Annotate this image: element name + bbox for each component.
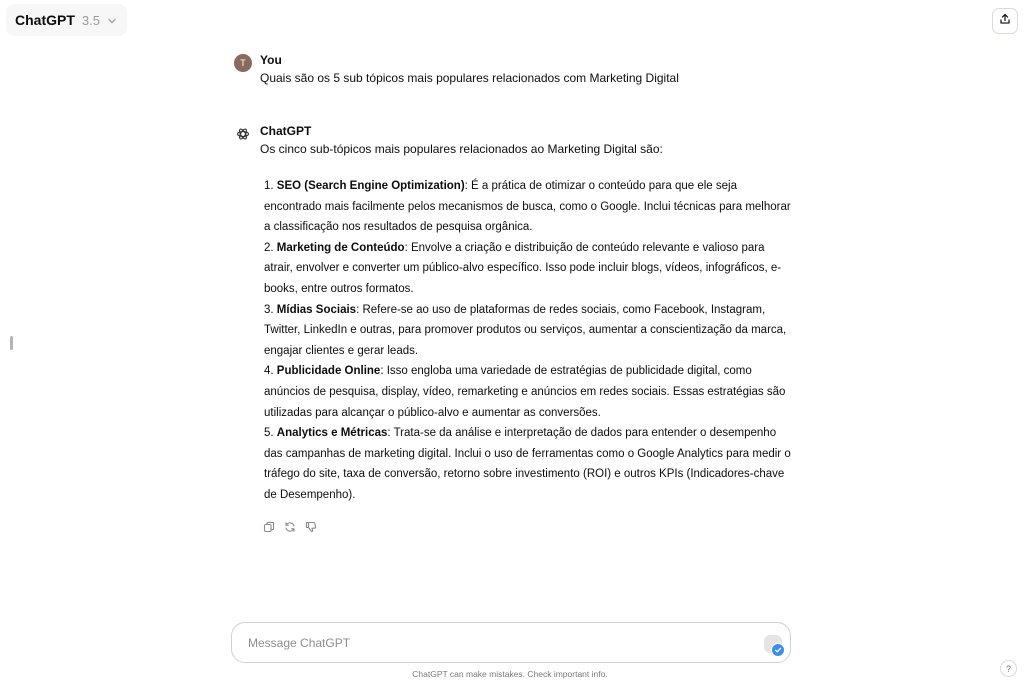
- regenerate-icon: [284, 520, 296, 538]
- copy-button[interactable]: [261, 521, 276, 536]
- copy-icon: [263, 520, 275, 538]
- chevron-down-icon: [107, 16, 117, 26]
- list-item: 2. Marketing de Conteúdo: Envolve a criação e distribuição de conteúdo relevante e valioso para atrair, envolver e converter um público-alvo específico. Isso pode incluir blogs, vídeos, infográficos, e-books, entre outros formatos.: [264, 241, 782, 295]
- list-item: 3. Mídias Sociais: Refere-se ao uso de plataformas de redes sociais, como Facebook, Instagram, Twitter, LinkedIn e outras, para promover produtos ou serviços, aumentar a conscientização da marca, engajar clientes e gerar leads.: [264, 303, 787, 357]
- check-badge-icon: [771, 643, 785, 657]
- help-button[interactable]: ?: [1000, 660, 1017, 677]
- list-item: 4. Publicidade Online: Isso engloba uma variedade de estratégias de publicidade digital, como anúncios de pesquisa, display, vídeo, remarketing e anúncios em redes sociais. Essas estratégias são utilizadas para alcançar o público-alvo e aumentar as conversões.: [264, 365, 786, 419]
- list-item-title: Marketing de Conteúdo: [276, 241, 405, 254]
- list-item-body: : É a prática de otimizar o conteúdo para que ele seja encontrado mais facilmente pelos mecanismos de busca, como o Google. Inclui técnicas para melhorar a classificação nos resultados de pesquisa orgânica.: [264, 180, 791, 234]
- chatgpt-logo-icon: [234, 125, 252, 143]
- list-item-body: : Isso engloba uma variedade de estratégias de publicidade digital, como anúncios de pesquisa, display, vídeo, remarketing e anúncios em redes sociais. Essas estratégias são utilizadas para alcançar o público-alvo e aumentar as conversões.: [264, 365, 786, 419]
- list-item-body: : Trata-se da análise e interpretação de dados para entender o desempenho das campanhas de marketing digital. Inclui o uso de ferramentas como o Google Analytics para medir o tráfego do site, taxa de conversão, retorno sobre investimento (ROI) e outros KPIs (Indicadores-chave de Desempenho).: [264, 427, 791, 501]
- answer-list: [264, 176, 796, 506]
- list-item-title: Publicidade Online: [276, 365, 381, 378]
- disclaimer: ChatGPT can make mistakes. Check important info.: [412, 669, 608, 679]
- thumbs-down-button[interactable]: [303, 521, 318, 536]
- list-item: 1. SEO (Search Engine Optimization): É a prática de otimizar o conteúdo para que ele seja encontrado mais facilmente pelos mecanismos de busca, como o Google. Inclui técnicas para melhorar a classificação nos resultados de pesquisa orgânica.: [264, 180, 791, 234]
- list-item-title: Mídias Sociais: [276, 303, 357, 316]
- list-item-title: SEO (Search Engine Optimization): [276, 180, 465, 192]
- model-version: 3.5: [81, 12, 100, 28]
- share-icon: [999, 12, 1011, 30]
- message-actions: [261, 521, 318, 536]
- model-name: ChatGPT: [15, 12, 75, 28]
- message-input[interactable]: [248, 634, 748, 652]
- assistant-intro-text: Os cinco sub-tópicos mais populares relacionados ao Marketing Digital são:: [260, 142, 663, 156]
- list-item-body: : Refere-se ao uso de plataformas de redes sociais, como Facebook, Instagram, Twitter, LinkedIn e outras, para promover produtos ou serviços, aumentar a conscientização da marca, engajar clientes e gerar leads.: [264, 303, 787, 357]
- assistant-author-label: ChatGPT: [260, 124, 312, 138]
- user-avatar: T: [234, 54, 252, 72]
- regenerate-button[interactable]: [282, 521, 297, 536]
- user-message-text: Quais são os 5 sub tópicos mais populares relacionados com Marketing Digital: [260, 71, 679, 85]
- model-selector[interactable]: [6, 4, 127, 36]
- thumbs-down-icon: [305, 520, 317, 538]
- list-item-body: : Envolve a criação e distribuição de conteúdo relevante e valioso para atrair, envolver e converter um público-alvo específico. Isso pode incluir blogs, vídeos, infográficos, e-books, entre outros formatos.: [264, 241, 782, 295]
- user-author-label: You: [260, 53, 282, 67]
- message-composer: [231, 622, 791, 663]
- share-button[interactable]: [992, 8, 1018, 34]
- sidebar-toggle-handle[interactable]: [10, 336, 13, 350]
- list-item: 5. Analytics e Métricas: Trata-se da análise e interpretação de dados para entender o desempenho das campanhas de marketing digital. Inclui o uso de ferramentas como o Google Analytics para medir o tráfego do site, taxa de conversão, retorno sobre investimento (ROI) e outros KPIs (Indicadores-chave de Desempenho).: [264, 427, 791, 501]
- list-item-title: Analytics e Métricas: [276, 427, 388, 440]
